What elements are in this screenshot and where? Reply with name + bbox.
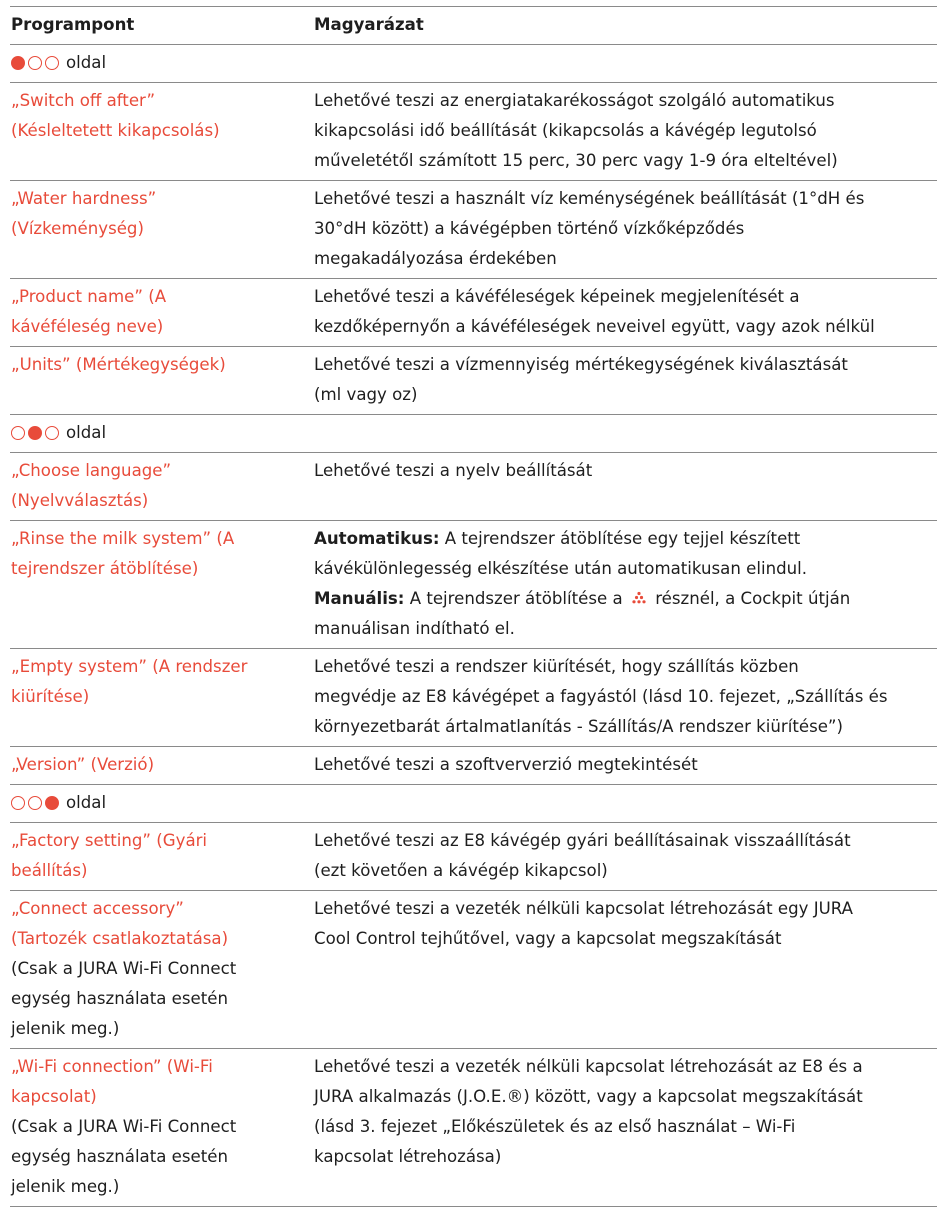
table-row-switch-off [10,83,937,181]
table-row-product-name [10,279,937,347]
table-row-water-hardness [10,181,937,279]
table-row-language [10,453,937,521]
item-description: (ezt követően a kávégép kikapcsol) [314,861,608,880]
table-row-empty-system [10,649,937,747]
rinse-manual-line-1 [314,584,937,614]
item-name: „Product name” (A [11,287,167,306]
item-name: (Nyelvválasztás) [11,491,149,510]
rinse-auto-line-2: kávékülönlegesség elkészítése után automatikusan elindul. [314,559,808,578]
item-note: (Csak a JURA Wi-Fi Connect [11,1117,237,1136]
page-indicator-2 [11,426,62,440]
item-note: egység használata esetén [11,989,228,1008]
item-name: (Tartozék csatlakoztatása) [11,929,229,948]
item-description: 30°dH között) a kávégépben történő vízkőképződés [314,219,745,238]
item-note: egység használata esetén [11,1147,228,1166]
table-row-factory [10,823,937,891]
rinse-manual-line-2: manuálisan indítható el. [314,619,515,638]
dot-empty-icon [11,426,25,440]
dot-filled-icon [45,796,59,810]
item-description: Lehetővé teszi az energiatakarékosságot szolgáló automatikus [314,91,835,110]
table-header [10,7,937,45]
dot-empty-icon [28,56,42,70]
item-name: kávéféleség neve) [11,317,164,336]
dot-empty-icon [45,426,59,440]
milk-rinse-icon [631,591,647,605]
item-description: JURA alkalmazás (J.O.E.®) között, vagy a kapcsolat megszakítását [314,1087,863,1106]
item-name: „Wi-Fi connection” (Wi-Fi [11,1057,213,1076]
auto-label: Automatikus: [314,529,440,548]
rinse-auto-line-1 [314,524,937,554]
item-name: (Késleltetett kikapcsolás) [11,121,220,140]
item-description: Lehetővé teszi a vezeték nélküli kapcsolat létrehozását az E8 és a [314,1057,863,1076]
item-name: beállítás) [11,861,88,880]
item-note: jelenik meg.) [11,1177,120,1196]
section-label: oldal [66,53,107,72]
item-description: Lehetővé teszi a kávéféleségek képeinek megjelenítését a [314,287,800,306]
item-description: (ml vagy oz) [314,385,418,404]
dot-empty-icon [11,796,25,810]
item-name: (Vízkeménység) [11,219,144,238]
auto-text: A tejrendszer átöblítése egy tejjel készített [439,529,801,548]
item-description: környezetbarát ártalmatlanítás - Szállítás/A rendszer kiürítése”) [314,717,843,736]
item-description: Lehetővé teszi a vízmennyiség mértékegységének kiválasztását [314,355,848,374]
item-description: megakadályozása érdekében [314,249,557,268]
item-name: „Units” (Mértékegységek) [11,355,226,374]
section-label: oldal [66,793,107,812]
item-name: „Version” (Verzió) [11,755,155,774]
dot-empty-icon [45,56,59,70]
table-row-version [10,747,937,785]
dot-empty-icon [28,796,42,810]
page-indicator-1 [11,56,62,70]
item-name: „Water hardness” [11,189,157,208]
header-programpont: Programpont [11,15,135,34]
manual-label: Manuális: [314,589,405,608]
item-description: kikapcsolási idő beállítását (kikapcsolás a kávégép legutolsó [314,121,817,140]
item-description: Lehetővé teszi a használt víz keménységének beállítását (1°dH és [314,189,865,208]
item-name: „Empty system” (A rendszer [11,657,248,676]
item-description: kezdőképernyőn a kávéféleségek neveivel együtt, vagy azok nélkül [314,317,875,336]
item-name: „Factory setting” (Gyári [11,831,208,850]
item-note: jelenik meg.) [11,1019,120,1038]
section-page-3 [10,785,937,823]
item-name: kapcsolat) [11,1087,97,1106]
item-name: „Connect accessory” [11,899,184,918]
table-row-wifi [10,1049,937,1207]
item-description: (lásd 3. fejezet „Előkészületek és az első használat – Wi-Fi [314,1117,796,1136]
item-description: megvédje az E8 kávégépet a fagyástól (lásd 10. fejezet, „Szállítás és [314,687,888,706]
manual-text: A tejrendszer átöblítése a [404,589,628,608]
item-description: Cool Control tejhűtővel, vagy a kapcsolat megszakítását [314,929,782,948]
manual-text: résznél, a Cockpit útján [649,589,851,608]
dot-filled-icon [11,56,25,70]
item-name: kiürítése) [11,687,90,706]
table-row-rinse-milk [10,521,937,649]
item-description: kapcsolat létrehozása) [314,1147,502,1166]
item-note: (Csak a JURA Wi-Fi Connect [11,959,237,978]
item-name: tejrendszer átöblítése) [11,559,199,578]
item-description: Lehetővé teszi a vezeték nélküli kapcsolat létrehozását egy JURA [314,899,853,918]
section-page-1 [10,45,937,83]
item-description: Lehetővé teszi a nyelv beállítását [314,461,593,480]
item-name: „Switch off after” [11,91,156,110]
page-indicator-3 [11,796,62,810]
settings-table [10,6,937,1207]
item-description: Lehetővé teszi a szoftververzió megtekintését [314,755,698,774]
table-row-connect-accessory [10,891,937,1049]
item-description: Lehetővé teszi a rendszer kiürítését, hogy szállítás közben [314,657,799,676]
item-description: műveletétől számított 15 perc, 30 perc vagy 1-9 óra elteltével) [314,151,838,170]
item-description: Lehetővé teszi az E8 kávégép gyári beállításainak visszaállítását [314,831,851,850]
table-row-units [10,347,937,415]
item-name: „Rinse the milk system” (A [11,529,235,548]
item-name: „Choose language” [11,461,172,480]
dot-filled-icon [28,426,42,440]
header-magyarazat: Magyarázat [314,15,424,34]
section-label: oldal [66,423,107,442]
section-page-2 [10,415,937,453]
